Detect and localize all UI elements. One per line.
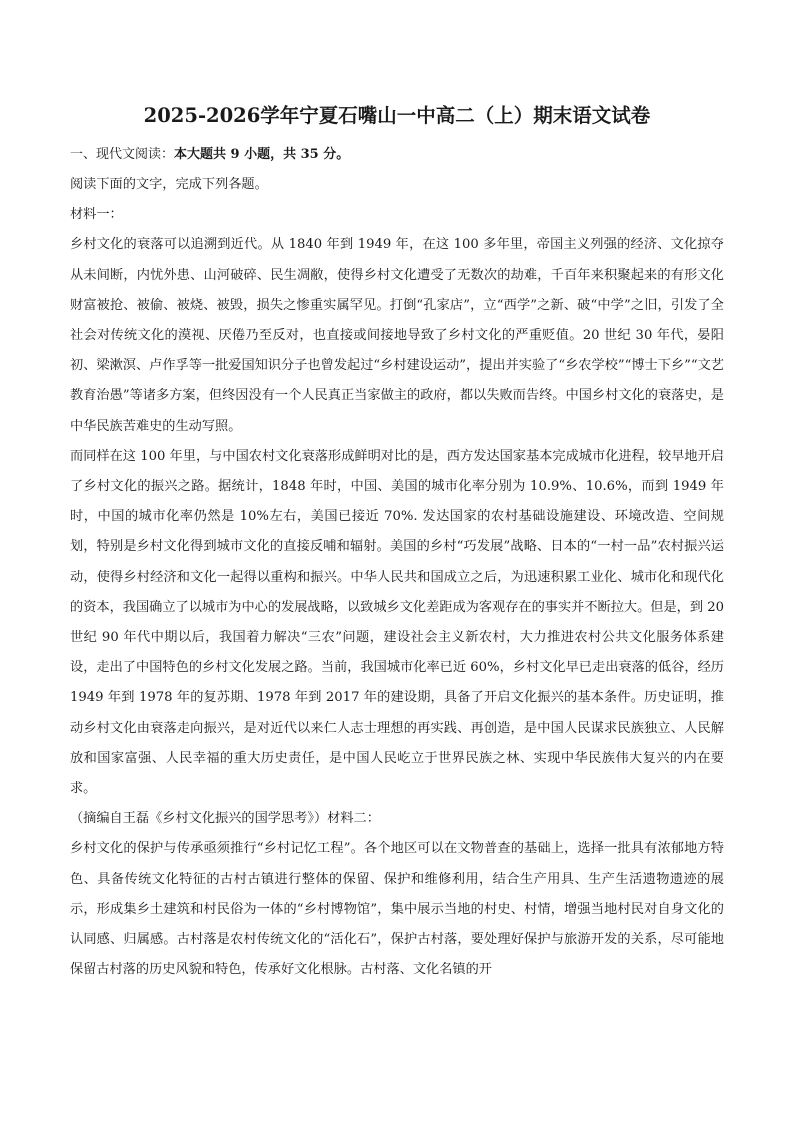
material-one-paragraph-2: 而同样在这 100 年里，与中国农村文化衰落形成鲜明对比的是，西方发达国家基本完成城市化进程，较早地开启了乡村文化的振兴之路。据统计，1848 年时，中国、美国的城市化率分别为 10.9%、10.6%，而到 1949 年时，中国的城市化率仍然是 10%左右，美国已接近 70%. 发达国家的农村基础设施建设、环境改造、空间规划，特别是乡村文化得到城市文化的直接反哺和辐射。美国的乡村“巧发展”战略、日本的“一村一品”农村振兴运动，使得乡村经济和文化一起得以重构和振兴。中华人民共和国成立之后，为迅速积累工业化、城市化和现代化的资本，我国确立了以城市为中心的发展战略，以致城乡文化差距成为客观存在的事实并不断拉大。但是，到 20 世纪 90 年代中期以后，我国着力解决“三农”问题，建设社会主义新农村，大力推进农村公共文化服务体系建设，走出了中国特色的乡村文化发展之路。当前，我国城市化率已近 60%，乡村文化早已走出衰落的低谷，经历 1949 年到 1978 年的复苏期、1978 年到 2017 年的建设期，具备了开启文化振兴的基本条件。历史证明，推动乡村文化由衰落走向振兴，是对近代以来仁人志士理想的再实践、再创造，是中国人民谋求民族独立、人民解放和国家富强、人民幸福的重大历史责任，是中国人民屹立于世界民族之林、实现中华民族伟大复兴的内在要求。 [70,448,724,797]
section-heading-rest: 本大题共 9 小题，共 35 分。 [174,147,350,162]
material-one-label: 材料一： [70,207,123,223]
section-heading-prefix: 一、现代文阅读： [70,147,175,162]
section-heading [70,140,724,170]
reading-instruction: 阅读下面的文字，完成下列各题。 [70,177,268,192]
exam-page [70,98,724,985]
material-two-paragraph-1: 乡村文化的保护与传承亟须推行“乡村记忆工程”。各个地区可以在文物普查的基础上，选择一批具有浓郁地方特色、具备传统文化特征的古村古镇进行整体的保留、保护和维修利用，结合生产用具、生产生活遗物遗迹的展示，形成集乡土建筑和村民俗为一体的“乡村博物馆”，集中展示当地的村史、村情，增强当地村民对自身文化的认同感、归属感。古村落是农村传统文化的“活化石”，保护古村落，要处理好保护与旅游开发的关系，尽可能地保留古村落的历史风貌和特色，传承好文化根脉。古村落、文化名镇的开 [70,841,724,978]
exam-title: 2025-2026学年宁夏石嘴山一中高二（上）期末语文试卷 [143,104,651,127]
material-one-paragraph-1: 乡村文化的衰落可以追溯到近代。从 1840 年到 1949 年，在这 100 多年里，帝国主义列强的经济、文化掠夺从未间断，内忧外患、山河破碎、民生凋敝，使得乡村文化遭受了无数次的劫难，千百年来积聚起来的有形文化财富被抢、被偷、被烧、被毁，损失之惨重实属罕见。打倒“孔家店”，立“西学”之新、破“中学”之旧，引发了全社会对传统文化的漠视、厌倦乃至反对，也直接或间接地导致了乡村文化的严重贬值。20 世纪 30 年代，晏阳初、梁漱溟、卢作孚等一批爱国知识分子也曾发起过“乡村建设运动”，提出并实验了“乡农学校”“博士下乡”“文艺教育治愚”等诸多方案，但终因没有一个人民真正当家做主的政府，都以失败而告终。中国乡村文化的衰落史，是中华民族苦难史的生动写照。 [70,237,724,434]
source-note-and-material-two-label: （摘编自王磊《乡村文化振兴的国学思考》）材料二： [70,811,380,827]
